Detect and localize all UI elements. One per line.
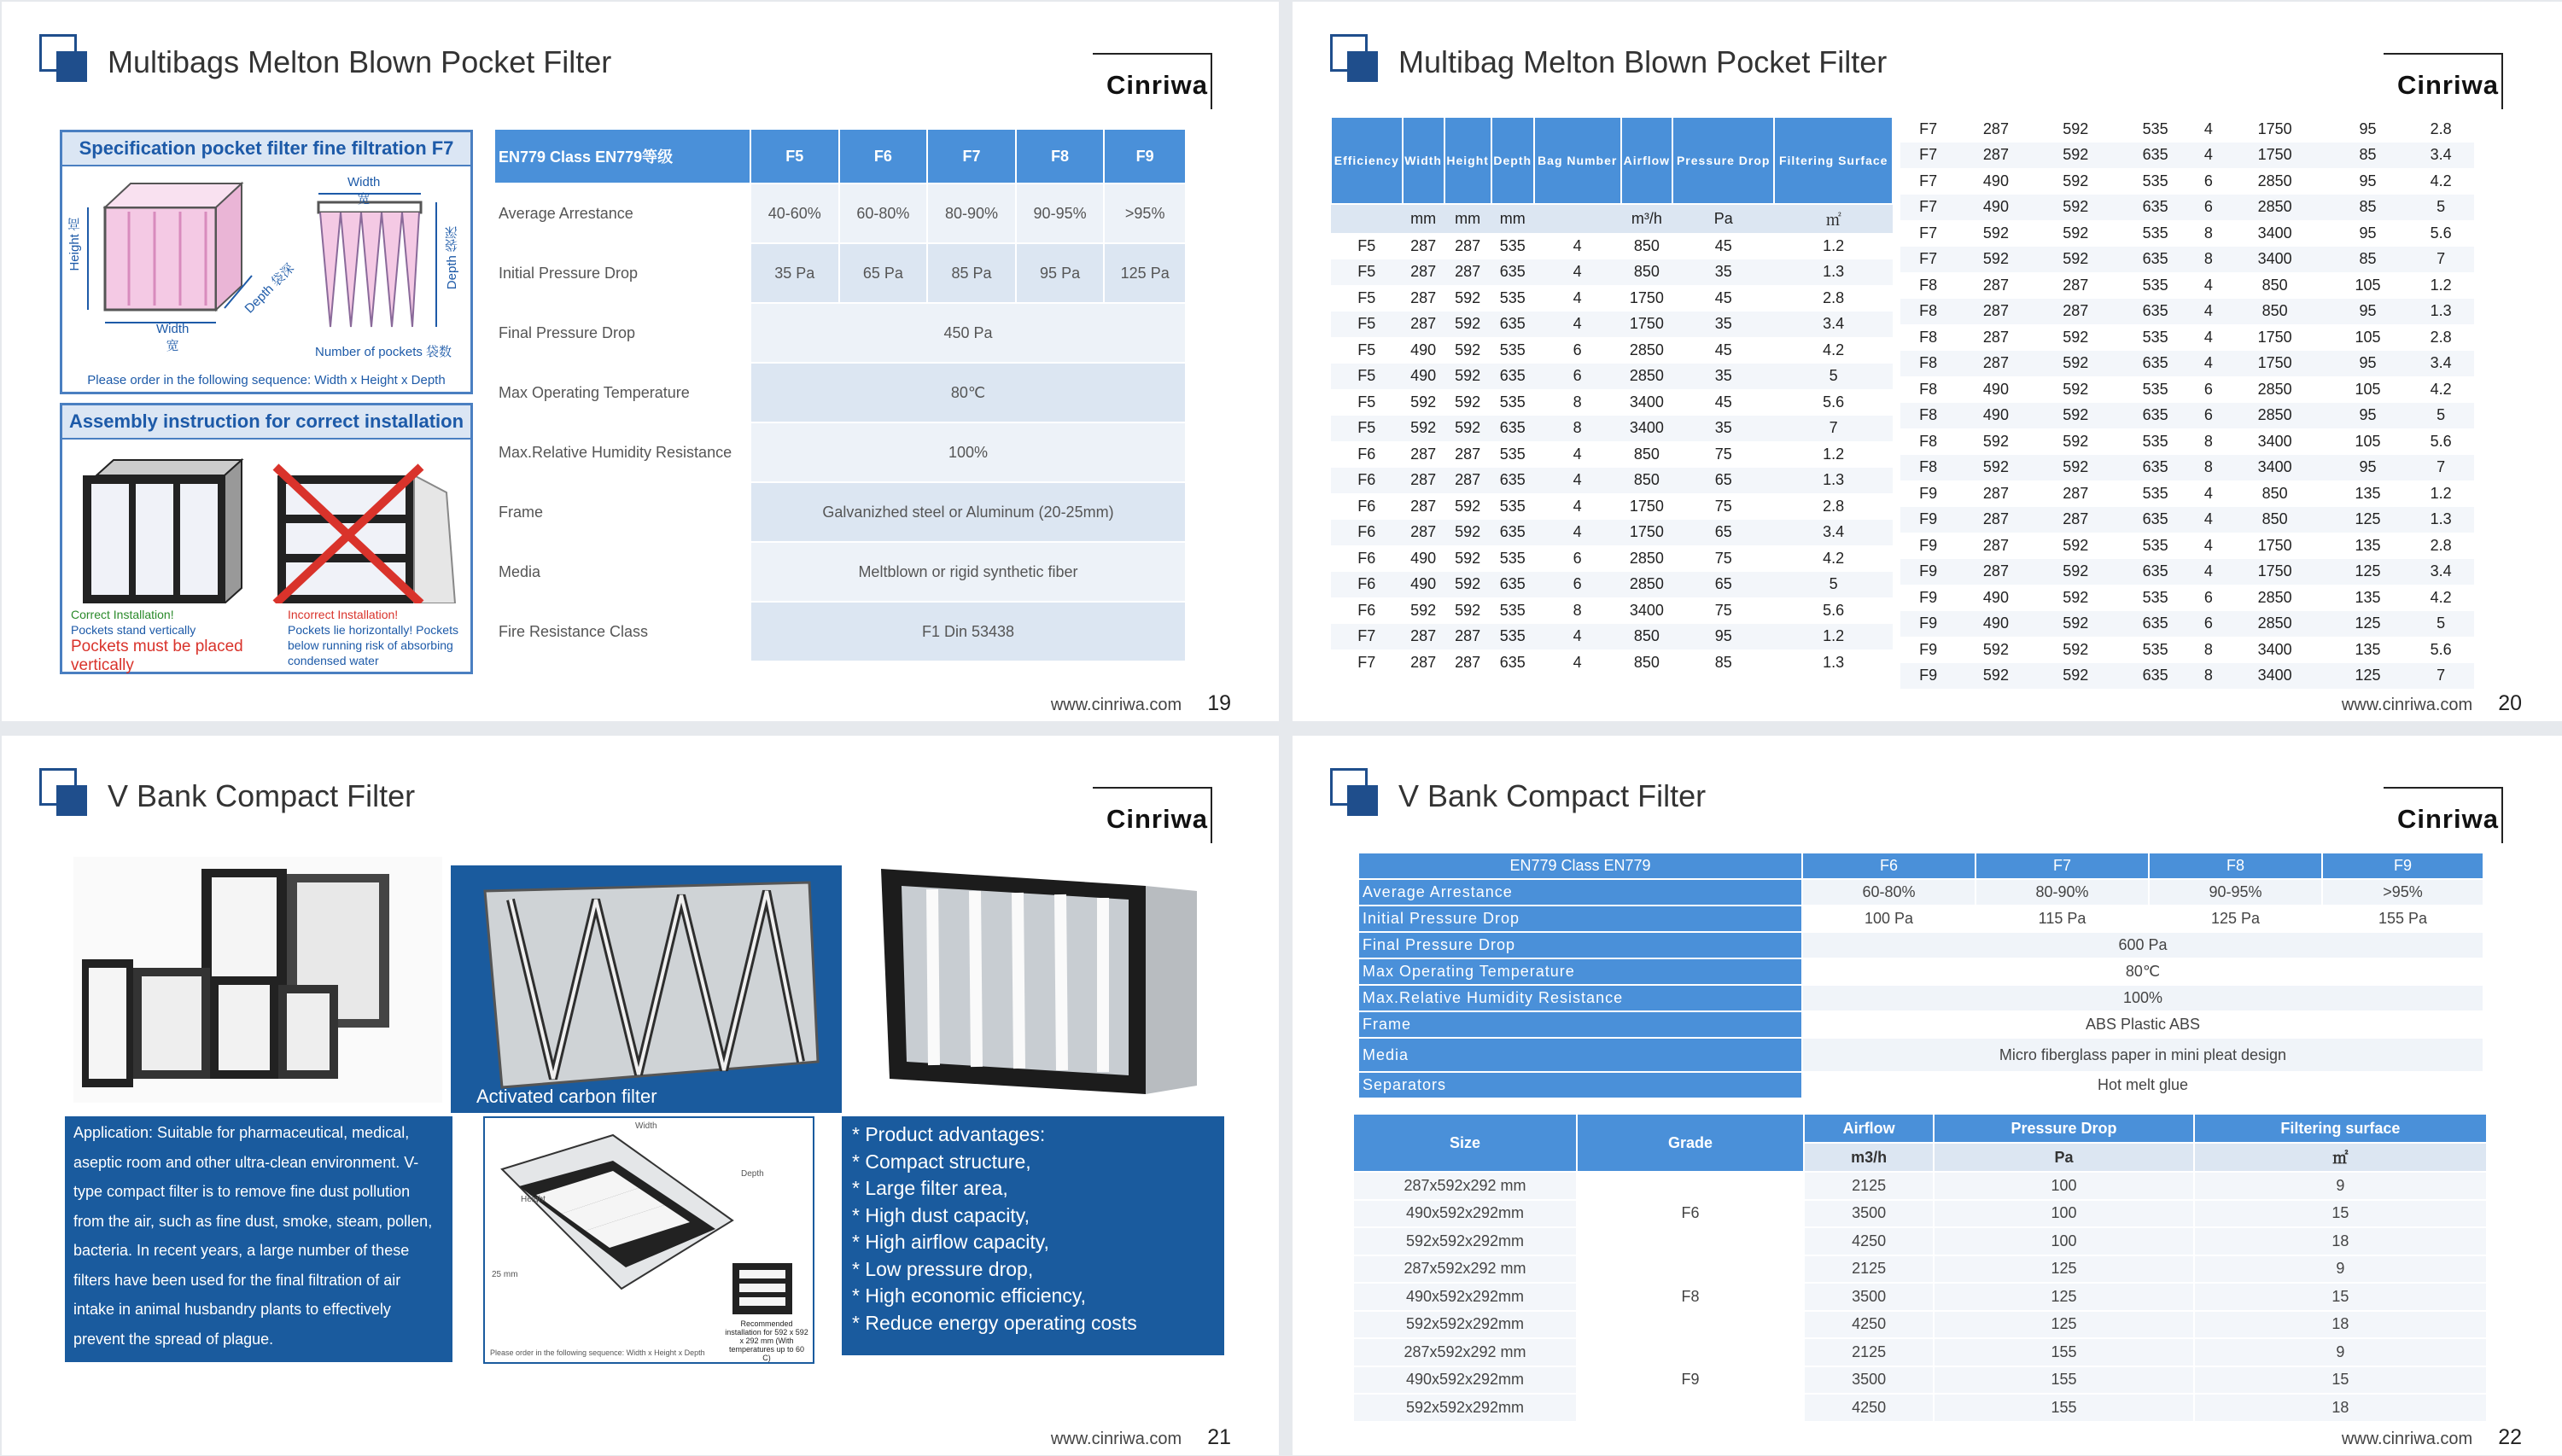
table-row: 490x592x292mm 3500 155 15: [1353, 1366, 2487, 1395]
table-row: F9 287 592 635 4 1750 125 3.4: [1900, 559, 2474, 585]
table-row: Media Micro fiberglass paper in mini pleat design: [1358, 1038, 2483, 1072]
table-header-row: Efficiency Width Height Depth Bag Number Airflow Pressure Drop Filtering Surface: [1331, 117, 1893, 204]
diagram-height-label: Height: [521, 1195, 546, 1204]
footer-url: www.cinriwa.com: [1050, 696, 1182, 714]
table-row: F5 490 592 535 6 2850 45 4.2: [1357, 341, 1845, 358]
vbank-filters-photo: [73, 857, 442, 1103]
page-number: 20: [2498, 691, 2522, 715]
page-footer: [1051, 691, 1231, 716]
table-row: Max.Relative Humidity Resistance 100%: [494, 422, 1186, 482]
application-text: Application: Suitable for pharmaceutical, medical, aseptic room and other ultra-clean environment. V-type compact filter is to remove fine dust pollution from the air, such as fine dust, smoke, steam, pollen, bacteria. In recent years, a large number of these filters have been used for the final filtration of air intake in animal husbandry plants to effectively prevent the spread of plague.: [65, 1116, 452, 1362]
table-row: F8 287 592 535 4 1750 105 2.8: [1919, 328, 2452, 346]
table-row: 490x592x292mm 3500 125 15: [1353, 1283, 2487, 1311]
table-row: 287x592x292 mm F9 2125 155 9: [1353, 1338, 2487, 1366]
table-row: Frame Galvanizhed steel or Aluminum (20-25mm): [494, 482, 1186, 542]
table-row: F7 490 592 535 6 2850 95 4.2: [1919, 172, 2452, 189]
recommended-note: Recommended installation for 592 x 592 x 292 mm (With temperatures up to 60 C): [725, 1319, 808, 1362]
table-row: Final Pressure Drop 450 Pa: [494, 303, 1186, 363]
table-row: F7 592 592 535 8 3400 95 5.6: [1919, 224, 2452, 242]
table-header-row: Size Grade Airflow Pressure Drop Filtering surface: [1353, 1114, 2487, 1143]
grade-cell: F8: [1577, 1255, 1804, 1339]
table-row: F5 592 592 535 8 3400 45 5.6: [1357, 393, 1845, 411]
table-row: F7 287 287 635 4 850 85 1.3: [1357, 653, 1845, 671]
table-row: F9 287 592 535 4 1750 135 2.8: [1919, 536, 2452, 554]
right-width-label: Width 宽: [347, 175, 381, 207]
footer-url: www.cinriwa.com: [2341, 1430, 2473, 1448]
slide-20: [1293, 2, 2562, 721]
diagram-25mm-label: 25 mm: [492, 1270, 518, 1279]
table-row: F5 592 592 635 8 3400 35 7: [1331, 416, 1893, 442]
diagram-order-note: Please order in the following sequence: Width x Height x Depth: [490, 1348, 705, 1357]
product-advantages: * Product advantages: * Compact structure, * Large filter area, * High dust capacity, * High airflow capacity, * Low pressure drop, * High economic efficiency, * Reduce energy operating costs: [842, 1116, 1224, 1355]
vbank-spec-table: [1357, 852, 2484, 1099]
table-row: F6 287 592 635 4 1750 65 3.4: [1331, 520, 1893, 546]
table-row: F5 490 592 635 6 2850 35 5: [1331, 364, 1893, 390]
footer-url: www.cinriwa.com: [1050, 1430, 1182, 1448]
table-row: Initial Pressure Drop 100 Pa 115 Pa 125 Pa 155 Pa: [1358, 906, 2483, 932]
table-row: 592x592x292mm 4250 100 18: [1353, 1227, 2487, 1255]
section-square-icon: [1330, 34, 1378, 82]
page-footer: [1051, 1425, 1231, 1450]
table-row: F7 287 592 535 4 1750 95 2.8: [1919, 119, 2452, 137]
sizes-table-right: [1900, 116, 2474, 689]
table-row: F8 490 592 535 6 2850 105 4.2: [1919, 380, 2452, 398]
table-row: Separators Hot melt glue: [1358, 1072, 2483, 1098]
correct-text: Correct Installation! Pockets stand vertically Pockets must be placed vertically: [71, 608, 243, 674]
metal-frame-filter-photo: [855, 857, 1214, 1103]
width-label: Width 宽: [156, 322, 190, 353]
table-row: F6 287 287 635 4 850 65 1.3: [1331, 468, 1893, 494]
depth-label: Depth 袋深: [242, 260, 298, 317]
table-row: Max Operating Temperature 80℃: [494, 363, 1186, 422]
table-header-row: EN779 Class EN779等级 F5 F6 F7 F8 F9: [494, 129, 1186, 183]
table-row: F9 592 592 535 8 3400 135 5.6: [1919, 640, 2452, 658]
table-row: F5 287 287 535 4 850 45 1.2: [1357, 236, 1845, 254]
page-number: 22: [2498, 1425, 2522, 1449]
table-row: F9 490 592 535 6 2850 135 4.2: [1919, 588, 2452, 606]
table-row: F8 592 592 535 8 3400 105 5.6: [1919, 432, 2452, 450]
incorrect-text: Incorrect Installation! Pockets lie horizontally! Pockets below running risk of absorbing condensed water: [288, 608, 458, 667]
section-square-icon: [1330, 768, 1378, 816]
assembly-heading: Assembly instruction for correct installation: [62, 405, 470, 440]
table-row: F6 287 592 535 4 1750 75 2.8: [1357, 497, 1845, 515]
order-note: Please order in the following sequence: Width x Height x Depth: [87, 373, 446, 387]
table-row: F6 490 592 635 6 2850 65 5: [1331, 572, 1893, 598]
brand-logo: Cinriwa: [2384, 53, 2503, 109]
table-row: F8 287 287 535 4 850 105 1.2: [1919, 276, 2452, 294]
table-row: F7 287 287 535 4 850 95 1.2: [1331, 624, 1893, 650]
vbank-dimension-diagram: [483, 1116, 814, 1364]
page-title: Multibag Melton Blown Pocket Filter: [1398, 44, 1888, 79]
table-row: F5 287 287 635 4 850 35 1.3: [1331, 259, 1893, 286]
sizes-table-left: [1330, 116, 1894, 676]
table-row: F8 287 592 635 4 1750 95 3.4: [1900, 351, 2474, 377]
activated-carbon-photo: [451, 865, 842, 1113]
slide-22: [1293, 736, 2562, 1455]
table-row: 287x592x292 mm F8 2125 125 9: [1353, 1255, 2487, 1284]
pockets-label: Number of pockets 袋数: [315, 345, 452, 359]
height-label: Height 高: [67, 218, 82, 271]
page-footer: [2342, 691, 2522, 716]
spec-heading: Specification pocket filter fine filtration F7: [62, 132, 470, 166]
carbon-caption: Activated carbon filter: [476, 1086, 657, 1107]
brand-logo: Cinriwa: [1093, 53, 1212, 109]
table-row: Initial Pressure Drop 35 Pa 65 Pa 85 Pa 95 Pa 125 Pa: [494, 243, 1186, 303]
table-row: F9 287 287 635 4 850 125 1.3: [1900, 507, 2474, 533]
table-row: F7 490 592 635 6 2850 85 5: [1900, 195, 2474, 221]
table-row: F8 287 287 635 4 850 95 1.3: [1900, 299, 2474, 325]
table-row: Max.Relative Humidity Resistance 100%: [1358, 985, 2483, 1011]
table-row: Average Arrestance 40-60% 60-80% 80-90% 90-95% >95%: [494, 183, 1186, 243]
spec-table: [493, 128, 1187, 662]
table-row: F5 287 592 535 4 1750 45 2.8: [1357, 288, 1845, 306]
table-row: 592x592x292mm 4250 125 18: [1353, 1311, 2487, 1339]
section-square-icon: [39, 768, 87, 816]
page-number: 19: [1207, 691, 1231, 715]
page-title: V Bank Compact Filter: [1398, 778, 1707, 813]
table-row: F6 490 592 535 6 2850 75 4.2: [1357, 549, 1845, 567]
vbank-sizes-table: [1352, 1113, 2488, 1423]
table-row: F9 592 592 635 8 3400 125 7: [1900, 663, 2474, 690]
assembly-box: [60, 403, 473, 674]
table-header-row: EN779 Class EN779 F6 F7 F8 F9: [1358, 853, 2483, 879]
table-row: Average Arrestance 60-80% 80-90% 90-95% >95%: [1358, 879, 2483, 906]
table-row: Max Operating Temperature 80℃: [1358, 958, 2483, 985]
grade-cell: F6: [1577, 1172, 1804, 1255]
table-row: F5 287 592 635 4 1750 35 3.4: [1331, 312, 1893, 338]
specification-box: [60, 130, 473, 394]
table-row: 287x592x292 mm F6 2125 100 9: [1353, 1172, 2487, 1200]
units-row: mm mm mm m³/h Pa ㎡: [1331, 204, 1893, 233]
table-row: F6 592 592 535 8 3400 75 5.6: [1357, 601, 1845, 619]
right-depth-label: Depth 袋深: [445, 226, 459, 290]
table-row: F9 287 287 535 4 850 135 1.2: [1919, 484, 2452, 502]
grade-cell: F9: [1577, 1338, 1804, 1422]
table-row: F6 287 287 535 4 850 75 1.2: [1357, 445, 1845, 463]
table-row: F8 490 592 635 6 2850 95 5: [1900, 403, 2474, 429]
table-row: 592x592x292mm 4250 155 18: [1353, 1394, 2487, 1422]
table-row: Frame ABS Plastic ABS: [1358, 1011, 2483, 1038]
table-row: F7 287 592 635 4 1750 85 3.4: [1900, 143, 2474, 169]
slide-21: [2, 736, 1279, 1455]
table-row: Final Pressure Drop 600 Pa: [1358, 932, 2483, 958]
page-title: Multibags Melton Blown Pocket Filter: [108, 44, 612, 79]
diagram-depth-label: Depth: [741, 1169, 764, 1179]
page-footer: [2342, 1425, 2522, 1450]
brand-logo: Cinriwa: [1093, 787, 1212, 843]
installation-diagram: [62, 441, 470, 603]
table-row: F9 490 592 635 6 2850 125 5: [1900, 611, 2474, 638]
page-number: 21: [1207, 1425, 1231, 1449]
footer-url: www.cinriwa.com: [2341, 696, 2473, 714]
brand-logo: Cinriwa: [2384, 787, 2503, 843]
page-title: V Bank Compact Filter: [108, 778, 416, 813]
table-row: Media Meltblown or rigid synthetic fiber: [494, 542, 1186, 602]
table-row: F8 592 592 635 8 3400 95 7: [1900, 455, 2474, 481]
units-row: m3/h Pa ㎡: [1353, 1143, 2487, 1172]
diagram-width-label: Width: [635, 1121, 657, 1131]
section-square-icon: [39, 34, 87, 82]
table-row: Fire Resistance Class F1 Din 53438: [494, 602, 1186, 661]
table-row: F7 592 592 635 8 3400 85 7: [1900, 247, 2474, 273]
slide-19: [2, 2, 1279, 721]
table-row: 490x592x292mm 3500 100 15: [1353, 1200, 2487, 1228]
